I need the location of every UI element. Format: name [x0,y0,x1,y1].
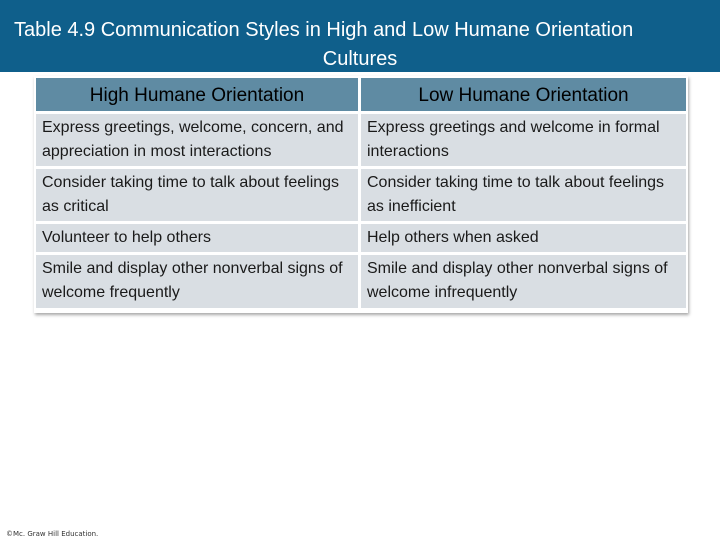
slide-title-line-1: Table 4.9 Communication Styles in High and Low Humane Orientation [14,19,634,41]
table-cell: Volunteer to help others [36,224,361,255]
table-row [36,224,686,255]
table-cell: Smile and display other nonverbal signs of welcome infrequently [361,255,686,311]
comparison-table [36,78,686,311]
copyright-footer: ©Mc. Graw Hill Education. [6,530,99,538]
table-row [36,255,686,311]
table-row [36,169,686,224]
title-bar [0,0,720,72]
column-header-high: High Humane Orientation [36,78,361,114]
table-cell: Help others when asked [361,224,686,255]
slide-title-line-2: Cultures [322,48,398,70]
table-cell: Smile and display other nonverbal signs of welcome frequently [36,255,361,311]
table-cell: Consider taking time to talk about feelings as critical [36,169,361,224]
column-header-low: Low Humane Orientation [361,78,686,114]
table-cell: Express greetings, welcome, concern, and appreciation in most interactions [36,114,361,169]
table-row [36,114,686,169]
table-header-row [36,78,686,114]
table-cell: Express greetings and welcome in formal interactions [361,114,686,169]
table-cell: Consider taking time to talk about feelings as inefficient [361,169,686,224]
